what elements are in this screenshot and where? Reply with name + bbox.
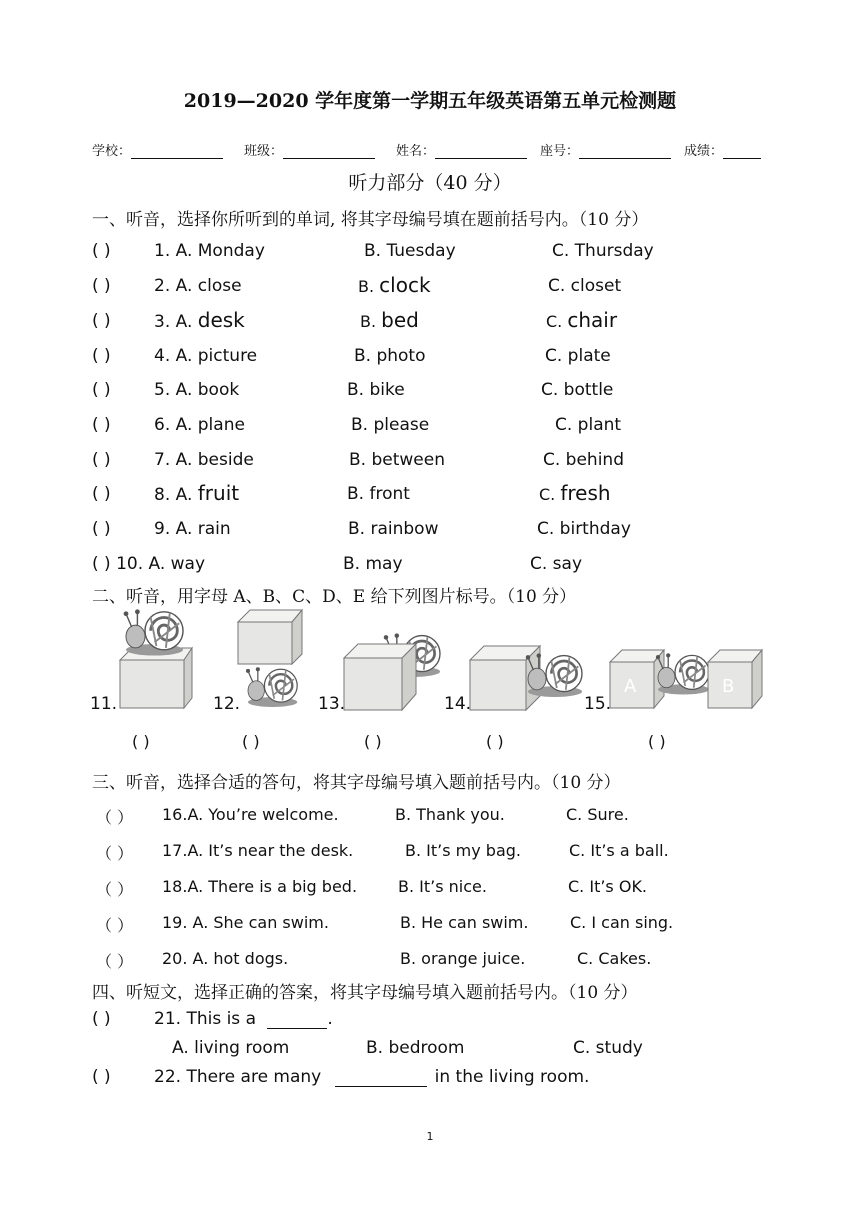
option-b: B. front: [347, 484, 410, 504]
part1-heading: 一、听音，选择你所听到的单词, 将其字母编号填在题前括号内。（10 分）: [92, 210, 649, 230]
part4-heading: 四、听短文，选择正确的答案，将其字母编号填入题前括号内。（10 分）: [92, 983, 638, 1003]
snail-behind-box-picture: [340, 628, 450, 712]
option-c: C. It’s OK.: [568, 877, 648, 896]
option-a: 20. A. hot dogs.: [162, 949, 289, 968]
option-c: C. chair: [546, 308, 618, 332]
answer-paren[interactable]: ( ): [92, 1067, 111, 1087]
part3-heading: 三、听音，选择合适的答句，将其字母编号填入题前括号内。（10 分）: [92, 773, 621, 793]
answer-paren-13[interactable]: ( ): [364, 732, 382, 751]
score-label: 成绩：: [684, 144, 724, 159]
seat-field: [540, 140, 671, 159]
answer-paren-12[interactable]: ( ): [242, 732, 260, 751]
option-a: 9. A. rain: [154, 519, 231, 539]
option-b: B. clock: [358, 273, 431, 297]
option-c: C. birthday: [537, 519, 631, 539]
seat-blank[interactable]: [579, 144, 671, 159]
answer-paren[interactable]: （ ）: [96, 808, 134, 827]
option-c: C. bottle: [541, 380, 614, 400]
option-c: C. It’s a ball.: [569, 841, 669, 860]
option-a: 18.A. There is a big bed.: [162, 877, 358, 896]
name-label: 姓名：: [396, 144, 436, 159]
option-b: B. rainbow: [348, 519, 439, 539]
question-text: 22. There are many: [154, 1067, 322, 1087]
answer-paren[interactable]: ( ): [92, 346, 111, 366]
answer-paren[interactable]: （ ）: [96, 880, 134, 899]
option-c: C. Thursday: [552, 241, 654, 261]
option-a: 17.A. It’s near the desk.: [162, 841, 354, 860]
answer-paren[interactable]: （ ）: [96, 916, 134, 935]
option-b: B. bed: [360, 308, 419, 332]
answer-paren[interactable]: ( ): [92, 241, 111, 261]
answer-paren[interactable]: ( ): [92, 519, 111, 539]
option-c: C. Sure.: [566, 805, 629, 824]
question-1: [92, 241, 111, 261]
option-a: 16.A. You’re welcome.: [162, 805, 339, 824]
part2-heading: 二、听音，用字母 A、B、C、D、E 给下列图片标号。（10 分）: [92, 587, 577, 607]
class-blank[interactable]: [283, 144, 375, 159]
picture-number-15: 15.: [584, 694, 612, 714]
school-label: 学校：: [92, 144, 132, 159]
box-letter-b: B: [722, 676, 735, 697]
name-blank[interactable]: [435, 144, 527, 159]
option-c: C. plant: [555, 415, 622, 435]
option-c: C. closet: [548, 276, 622, 296]
answer-paren[interactable]: ( ): [92, 276, 111, 296]
option-c: C. study: [573, 1038, 643, 1058]
picture-number-13: 13.: [318, 694, 346, 714]
name-field: [396, 140, 527, 159]
picture-number-14: 14.: [444, 694, 472, 714]
option-a: 19. A. She can swim.: [162, 913, 329, 932]
snail-beside-box-picture: [468, 642, 584, 712]
option-c: C. plate: [545, 346, 611, 366]
answer-paren[interactable]: ( ): [92, 415, 111, 435]
page-number: 1: [426, 1130, 434, 1143]
option-a: 8. A. fruit: [154, 481, 240, 505]
snail-on-box-picture: [112, 604, 198, 710]
answer-blank[interactable]: [267, 1012, 327, 1029]
option-a: 2. A. close: [154, 276, 242, 296]
page-title: 2019—2020 学年度第一学期五年级英语第五单元检测题: [183, 90, 677, 112]
answer-paren[interactable]: ( ): [92, 1009, 111, 1029]
option-b: B. photo: [354, 346, 426, 366]
seat-label: 座号：: [540, 144, 580, 159]
school-blank[interactable]: [131, 144, 223, 159]
picture-number-12: 12.: [213, 694, 241, 714]
option-c: C. say: [530, 554, 583, 574]
picture-number-11: 11.: [90, 694, 118, 714]
answer-paren-11[interactable]: ( ): [132, 732, 150, 751]
score-field: [684, 140, 761, 159]
option-b: B. It’s nice.: [398, 877, 487, 896]
option-b: B. bike: [347, 380, 405, 400]
option-b: B. bedroom: [366, 1038, 465, 1058]
option-c: C. fresh: [539, 481, 611, 505]
answer-paren[interactable]: （ ）: [96, 844, 134, 863]
option-a: 3. A. desk: [154, 308, 245, 332]
option-b: B. orange juice.: [400, 949, 526, 968]
class-field: [244, 140, 375, 159]
question-21: 21. This is a .: [154, 1009, 333, 1029]
option-b: B. please: [351, 415, 430, 435]
snail-under-box-picture: [232, 608, 316, 712]
option-b: B. between: [349, 450, 445, 470]
option-a: 6. A. plane: [154, 415, 245, 435]
option-a: 7. A. beside: [154, 450, 254, 470]
answer-paren[interactable]: ( ): [92, 311, 111, 331]
option-c: C. I can sing.: [570, 913, 674, 932]
option-b: B. may: [343, 554, 403, 574]
answer-paren[interactable]: ( ): [92, 450, 111, 470]
option-c: C. behind: [543, 450, 624, 470]
option-b: B. It’s my bag.: [405, 841, 521, 860]
option-c: C. Cakes.: [577, 949, 652, 968]
option-a: 5. A. book: [154, 380, 240, 400]
class-label: 班级：: [244, 144, 284, 159]
option-b: B. Thank you.: [395, 805, 505, 824]
answer-paren[interactable]: ( ): [92, 484, 111, 504]
question-10[interactable]: ( ) 10. A. way: [92, 554, 206, 574]
option-b: B. He can swim.: [400, 913, 529, 932]
answer-paren[interactable]: ( ): [92, 380, 111, 400]
option-a: 4. A. picture: [154, 346, 258, 366]
school-field: [92, 140, 223, 159]
snail-between-boxes-picture: [608, 644, 766, 712]
question-22: 22. There are many in the living room.: [154, 1067, 590, 1087]
answer-paren-14[interactable]: ( ): [486, 732, 504, 751]
section-subtitle: 听力部分（40 分）: [348, 172, 512, 194]
score-blank[interactable]: [723, 144, 761, 159]
option-a: 1. A. Monday: [154, 241, 265, 261]
answer-paren[interactable]: （ ）: [96, 952, 134, 971]
answer-paren-15[interactable]: ( ): [648, 732, 666, 751]
option-b: B. Tuesday: [364, 241, 456, 261]
answer-blank[interactable]: [335, 1070, 427, 1087]
option-a: A. living room: [172, 1038, 290, 1058]
box-letter-a: A: [624, 676, 637, 697]
question-text: 21. This is a: [154, 1009, 256, 1029]
